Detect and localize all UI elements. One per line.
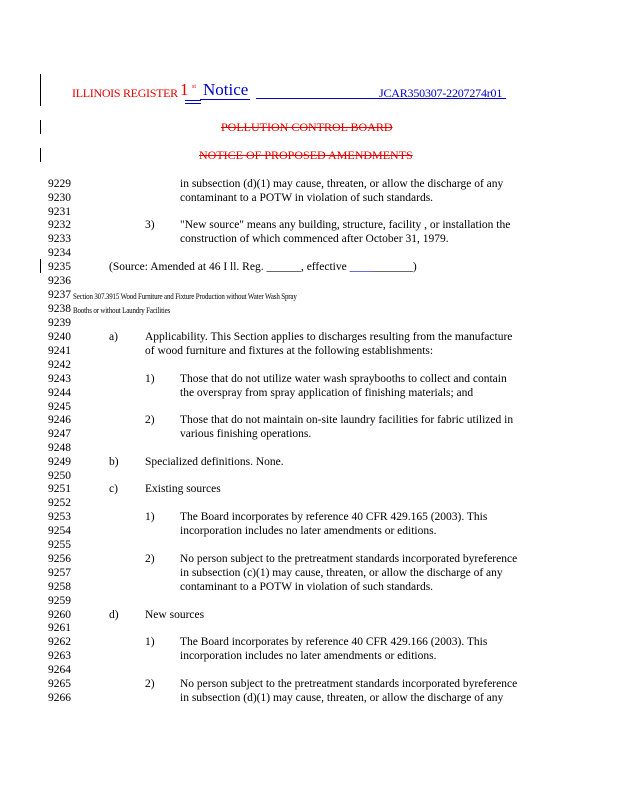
line-number: 9234 (48, 247, 71, 259)
body-text: contaminant to a POTW in violation of such standards. (180, 581, 434, 593)
line-number: 9266 (48, 692, 71, 704)
line-number: 9254 (48, 525, 71, 537)
list-label: a) (109, 331, 118, 343)
body-text: various finishing operations. (180, 428, 312, 440)
line-number: 9262 (48, 636, 71, 648)
change-bar (40, 74, 41, 106)
line-number: 9239 (48, 317, 71, 329)
line-number: 9259 (48, 595, 71, 607)
document-id: JCAR350307-2207274r01 (379, 86, 503, 100)
line-number: 9252 (48, 497, 71, 509)
body-text: Those that do not utilize water wash spraybooths to collect and contain (180, 373, 507, 385)
line-number: 9235 (48, 261, 71, 273)
line-number: 9233 (48, 233, 71, 245)
section-heading: Section 307.3915 Wood Furniture and Fixture Production without Water Wash Spray (73, 291, 297, 301)
body-text: in subsection (d)(1) may cause, threaten, or allow the discharge of any (180, 178, 504, 190)
body-text: construction of which commenced after October 31, 1979. (180, 233, 449, 245)
page-number: 1 (180, 80, 189, 99)
body-text: Those that do not maintain on-site laundry facilities for fabric utilized in (180, 414, 514, 426)
body-text: The Board incorporates by reference 40 CFR 429.165 (2003). This (180, 511, 488, 523)
section-heading: Booths or without Laundry Facilities (73, 305, 171, 315)
body-text: incorporation includes no later amendments or editions. (180, 525, 437, 537)
list-label: 3) (145, 219, 155, 231)
list-label: b) (109, 456, 119, 468)
line-number: 9249 (48, 456, 71, 468)
body-text: Specialized definitions. None. (145, 456, 284, 468)
line-number: 9247 (48, 428, 71, 440)
line-number: 9243 (48, 373, 71, 385)
line-number: 9229 (48, 178, 71, 190)
source-note-text: (Source: Amended at 46 I ll. Reg. ______, effective (109, 261, 350, 273)
line-number: 9244 (48, 387, 71, 399)
line-number: 9245 (48, 401, 71, 413)
line-number: 9261 (48, 622, 71, 634)
line-number: 9236 (48, 275, 71, 287)
line-number: 9232 (48, 219, 71, 231)
body-text: the overspray from spray application of finishing materials; and (180, 387, 474, 399)
list-label: 2) (145, 414, 155, 426)
line-number: 9265 (48, 678, 71, 690)
line-number: 9250 (48, 470, 71, 482)
body-text: No person subject to the pretreatment standards incorporated byreference (180, 553, 518, 565)
body-text: of wood furniture and fixtures at the following establishments: (145, 345, 434, 357)
line-number: 9257 (48, 567, 71, 579)
body-text: Existing sources (145, 483, 221, 495)
body-text: The Board incorporates by reference 40 CFR 429.166 (2003). This (180, 636, 488, 648)
line-number: 9238 (48, 303, 71, 315)
body-text: No person subject to the pretreatment standards incorporated byreference (180, 678, 518, 690)
change-bar (40, 259, 41, 273)
body-text: New sources (145, 609, 205, 621)
body-text: "New source" means any building, structure, facility , or installation the (180, 219, 511, 231)
register-title: ILLINOIS REGISTER (72, 86, 178, 100)
line-number: 9256 (48, 553, 71, 565)
line-number: 9253 (48, 511, 71, 523)
list-label: 2) (145, 678, 155, 690)
notice-underline (200, 99, 250, 100)
list-label: 1) (145, 636, 155, 648)
line-number: 9240 (48, 331, 71, 343)
body-text: incorporation includes no later amendments or editions. (180, 650, 437, 662)
line-number: 9258 (48, 581, 71, 593)
list-label: 1) (145, 511, 155, 523)
line-number: 9260 (48, 609, 71, 621)
source-note (109, 260, 417, 274)
board-name: POLLUTION CONTROL BOARD (221, 120, 393, 134)
body-text: in subsection (d)(1) may cause, threaten, or allow the discharge of any (180, 692, 504, 704)
page-number-suffix: st (192, 84, 197, 90)
body-text: contaminant to a POTW in violation of such standards. (180, 192, 434, 204)
list-label: c) (109, 483, 118, 495)
line-number: 9237 (48, 289, 71, 301)
change-bar (40, 148, 41, 162)
line-number: 9241 (48, 345, 71, 357)
change-bar (40, 120, 41, 134)
line-number: 9230 (48, 192, 71, 204)
source-note-end: _______) (372, 261, 417, 273)
line-number: 9231 (48, 206, 71, 218)
line-number: 9264 (48, 664, 71, 676)
line-number: 9263 (48, 650, 71, 662)
list-label: 2) (145, 553, 155, 565)
list-label: 1) (145, 373, 155, 385)
line-number: 9248 (48, 442, 71, 454)
notice-title: NOTICE OF PROPOSED AMENDMENTS (199, 148, 413, 162)
double-underline (185, 100, 201, 104)
body-text: in subsection (c)(1) may cause, threaten, or allow the discharge of any (180, 567, 503, 579)
line-number: 9242 (48, 359, 71, 371)
line-number: 9246 (48, 414, 71, 426)
line-number: 9251 (48, 483, 71, 495)
body-text: Applicability. This Section applies to discharges resulting from the manufacture (145, 331, 513, 343)
list-label: d) (109, 609, 119, 621)
notice-label: Notice (203, 80, 249, 99)
line-number: 9255 (48, 539, 71, 551)
effective-date-blank: ____ (349, 261, 373, 273)
